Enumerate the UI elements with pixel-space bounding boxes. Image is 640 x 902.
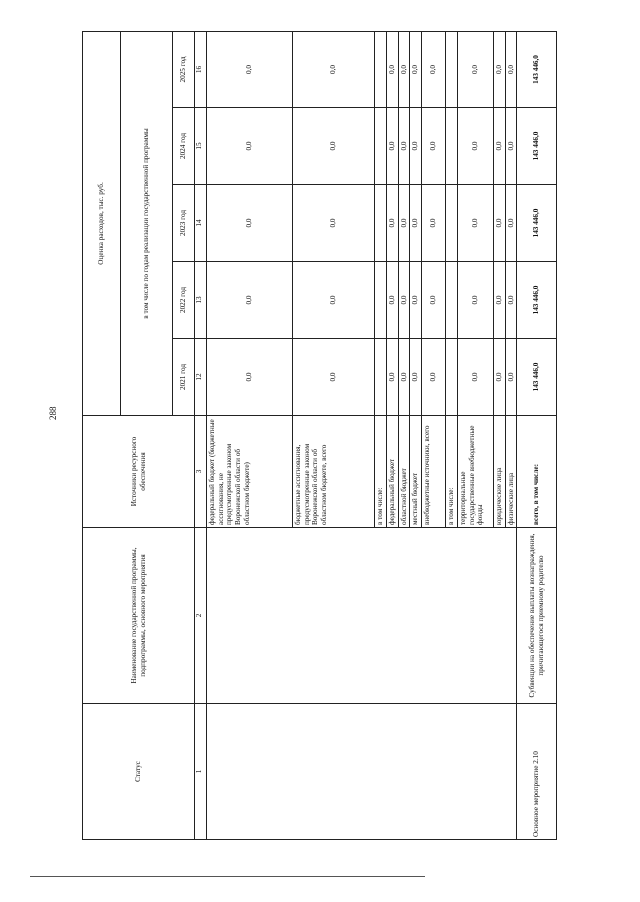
value-cell [445, 185, 457, 262]
column-index: 12 [195, 339, 207, 416]
column-index: 14 [195, 185, 207, 262]
value-cell: 0,0 [493, 31, 505, 107]
value-cell: 0,0 [293, 262, 375, 339]
value-cell [375, 339, 387, 416]
column-index: 15 [195, 108, 207, 185]
value-cell: 0,0 [410, 262, 422, 339]
footer-divider [30, 876, 425, 877]
value-cell: 0,0 [410, 31, 422, 107]
value-cell: 0,0 [410, 108, 422, 185]
value-cell: 0,0 [457, 185, 493, 262]
value-cell: 0,0 [410, 339, 422, 416]
source-cell: местный бюджет [410, 416, 422, 528]
name-cell: Субвенции на обеспечение выплаты вознаграждения, причитающегося приемному родителю [517, 528, 557, 704]
value-cell [445, 31, 457, 107]
header-year: 2025 год [173, 31, 195, 107]
header-year: 2023 год [173, 185, 195, 262]
value-cell: 0,0 [505, 339, 517, 416]
value-cell [445, 339, 457, 416]
source-cell: бюджетные ассигнования, предусмотренные законом Воронежской области об областном бюджете, всего [293, 416, 375, 528]
source-cell: федеральный бюджет (бюджетные ассигнования, не предусмотренные законом Воронежской области об областном бюджете) [207, 416, 293, 528]
value-cell: 0,0 [293, 185, 375, 262]
header-source: Источники ресурсного обеспечения [83, 416, 195, 528]
value-cell: 0,0 [207, 108, 293, 185]
column-index: 2 [195, 528, 207, 704]
name-cell-empty [207, 528, 517, 704]
header-estimate: Оценка расходов, тыс. руб. [83, 31, 121, 415]
value-cell: 0,0 [421, 31, 445, 107]
source-cell: юридические лица [493, 416, 505, 528]
value-cell: 0,0 [207, 31, 293, 107]
value-cell: 0,0 [410, 185, 422, 262]
value-cell: 0,0 [493, 185, 505, 262]
value-cell: 0,0 [398, 31, 410, 107]
total-value-cell: 143 446,0 [517, 185, 557, 262]
table-row [207, 31, 293, 839]
table-row-total [517, 31, 557, 839]
source-cell: федеральный бюджет [387, 416, 399, 528]
value-cell: 0,0 [293, 31, 375, 107]
value-cell: 0,0 [457, 262, 493, 339]
total-value-cell: 143 446,0 [517, 339, 557, 416]
source-cell: в том числе: [445, 416, 457, 528]
column-index: 16 [195, 31, 207, 107]
source-cell: областной бюджет [398, 416, 410, 528]
value-cell [375, 108, 387, 185]
value-cell [445, 108, 457, 185]
value-cell: 0,0 [207, 185, 293, 262]
value-cell: 0,0 [207, 339, 293, 416]
value-cell: 0,0 [493, 262, 505, 339]
expenditure-table [82, 31, 557, 840]
value-cell: 0,0 [457, 339, 493, 416]
value-cell: 0,0 [421, 185, 445, 262]
header-year: 2022 год [173, 262, 195, 339]
source-cell-total: всего, в том числе: [517, 416, 557, 528]
value-cell: 0,0 [398, 339, 410, 416]
column-index: 1 [195, 704, 207, 840]
source-cell: внебюджетные источники, всего [421, 416, 445, 528]
value-cell: 0,0 [387, 185, 399, 262]
header-year: 2024 год [173, 108, 195, 185]
header-name: Наименование государственной программы, подпрограммы, основного мероприятия [83, 528, 195, 704]
value-cell: 0,0 [457, 31, 493, 107]
value-cell: 0,0 [293, 108, 375, 185]
value-cell: 0,0 [398, 262, 410, 339]
status-cell: Основное мероприятие 2.10 [517, 704, 557, 840]
value-cell [445, 262, 457, 339]
value-cell: 0,0 [387, 108, 399, 185]
header-status: Статус [83, 704, 195, 840]
value-cell: 0,0 [398, 185, 410, 262]
value-cell: 0,0 [293, 339, 375, 416]
value-cell: 0,0 [387, 262, 399, 339]
value-cell: 0,0 [387, 339, 399, 416]
value-cell [375, 31, 387, 107]
total-value-cell: 143 446,0 [517, 31, 557, 107]
column-index: 13 [195, 262, 207, 339]
value-cell: 0,0 [505, 262, 517, 339]
value-cell [375, 262, 387, 339]
total-value-cell: 143 446,0 [517, 262, 557, 339]
source-cell: в том числе: [375, 416, 387, 528]
header-year: 2021 год [173, 339, 195, 416]
value-cell: 0,0 [387, 31, 399, 107]
column-index: 3 [195, 416, 207, 528]
value-cell: 0,0 [505, 108, 517, 185]
value-cell: 0,0 [505, 31, 517, 107]
value-cell: 0,0 [493, 108, 505, 185]
value-cell: 0,0 [421, 108, 445, 185]
page-number: 288 [48, 406, 58, 420]
value-cell: 0,0 [457, 108, 493, 185]
value-cell: 0,0 [421, 339, 445, 416]
source-cell: физические лица [505, 416, 517, 528]
total-value-cell: 143 446,0 [517, 108, 557, 185]
rotated-page [82, 32, 545, 840]
value-cell: 0,0 [207, 262, 293, 339]
value-cell: 0,0 [421, 262, 445, 339]
value-cell [375, 185, 387, 262]
value-cell: 0,0 [505, 185, 517, 262]
value-cell: 0,0 [493, 339, 505, 416]
source-cell: территориальные государственные внебюджетные фонды [457, 416, 493, 528]
value-cell: 0,0 [398, 108, 410, 185]
header-by-years: в том числе по годам реализации государственной программы [121, 31, 173, 415]
status-cell-empty [207, 704, 517, 840]
